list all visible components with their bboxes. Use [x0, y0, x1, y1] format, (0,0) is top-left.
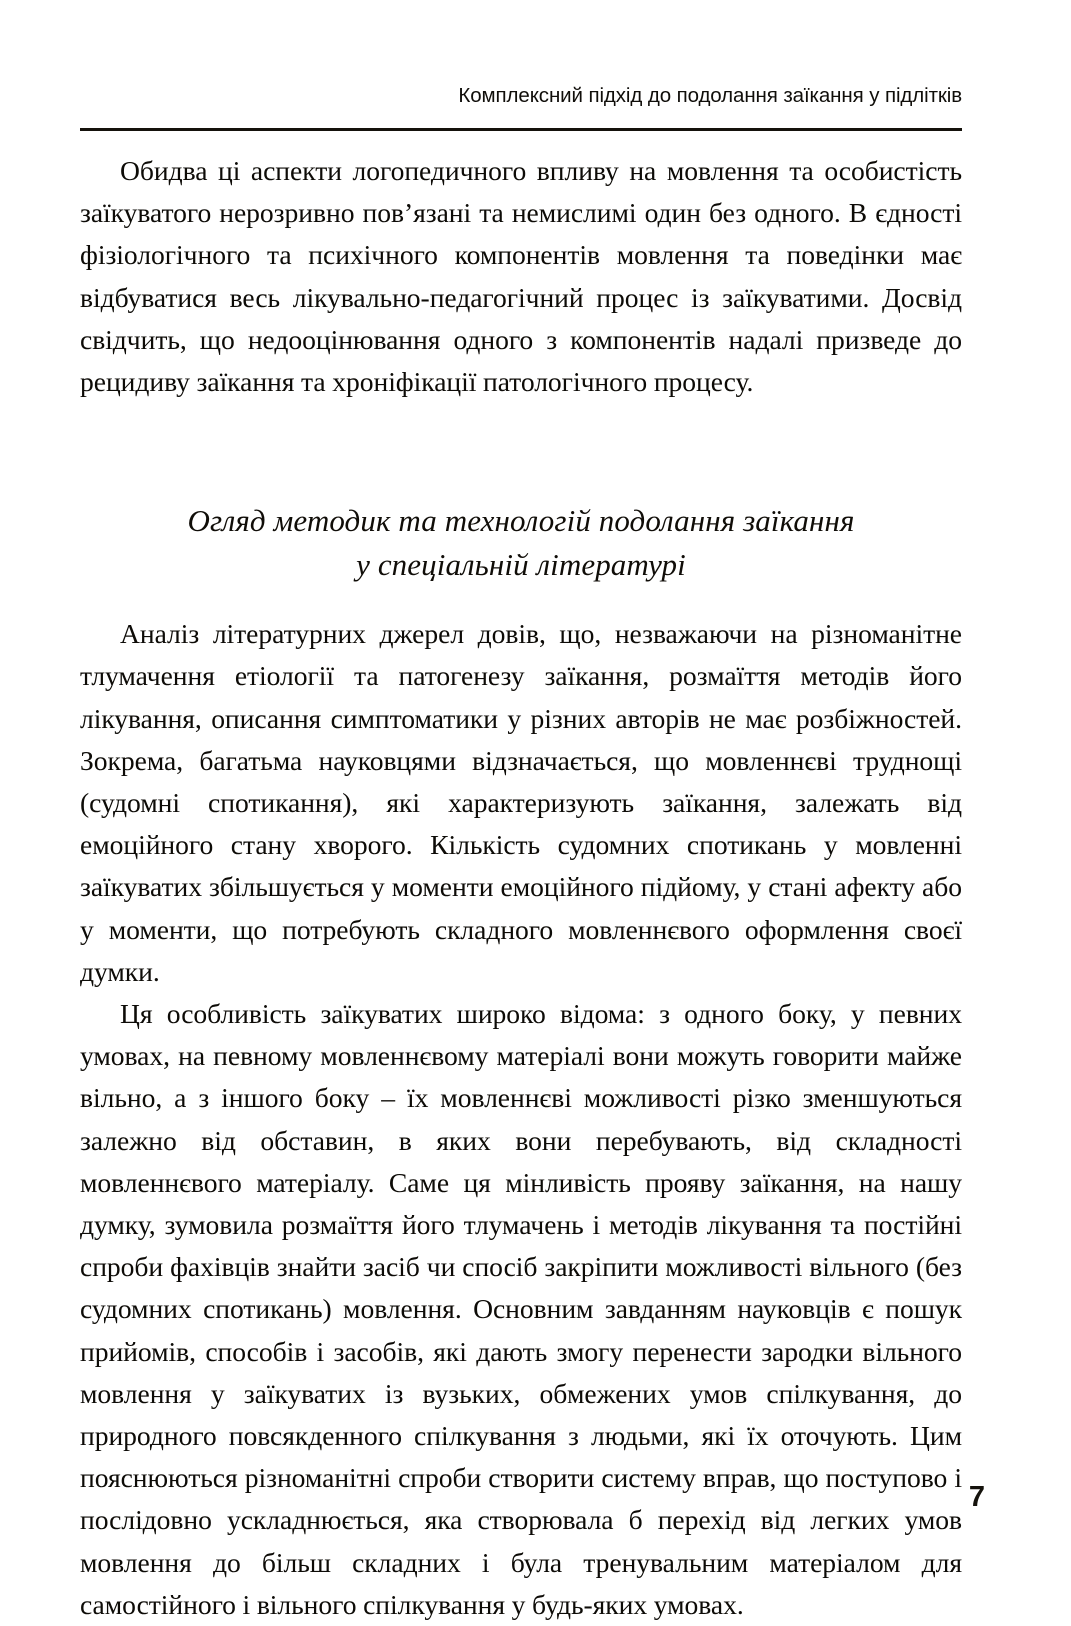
paragraph-intro: Обидва ці аспекти логопедичного впливу на мовлення та особистість заїкуватого нерозривно пов’язані та немислимі один без одного. В єдності фізіологічного та психічного компонентів мовлення та поведінки має відбуватися весь лікувально-педагогічний процес із заїкуватими. Досвід свідчить, що недооцінювання одного з компонентів надалі призведе до рецидиву заїкання та хроніфікації патологічного процесу. — [80, 155, 962, 398]
section-spacer — [80, 403, 962, 499]
section-heading-line-2: у спеціальній літературі — [356, 547, 686, 583]
paragraph-analysis: Аналіз літературних джерел довів, що, незважаючи на різноманітне тлумачення етіології та патогенезу заїкання, розмаїття методів його лікування, описання симптоматики у різних авторів не має розбіжностей. Зокрема, багатьма науковцями відзначається, що мовленнєві труднощі (судомні спотикання), які характеризують заїкання, залежать від емоційного стану хворого. Кількість судомних спотикань у мовленні заїкуватих збільшується у моменти емоційного підйому, у стані афекту або у моменти, що потребують складного мовленнєвого оформлення своєї думки. — [80, 618, 962, 987]
section-heading — [80, 499, 962, 587]
header-rule-divider — [80, 128, 962, 131]
page-content — [80, 150, 962, 1626]
running-head: Комплексний підхід до подолання заїкання у підлітків — [458, 84, 962, 107]
paragraph-variability: Ця особливість заїкуватих широко відома: з одного боку, у певних умовах, на певному мовленнєвому матеріалі вони можуть говорити майже вільно, а з іншого боку – їх мовленнєві можливості різко зменшуються залежно від обставин, в яких вони перебувають, від складності мовленнєвого матеріалу. Саме ця мінливість прояву заїкання, на нашу думку, зумовила розмаїття його тлумачень і методів лікування та постійні спроби фахівців знайти засіб чи спосіб закріпити можливості вільного (без судомних спотикань) мовлення. Основним завданням науковців є пошук прийомів, способів і засобів, які дають змогу перенести зародки вільного мовлення у заїкуватих із вузьких, обмежених умов спілкування, до природного повсякденного спілкування з людьми, які їх оточують. Цим пояснюються різноманітні спроби створити систему вправ, що поступово і послідовно ускладнюється, яка створювала б перехід від легких умов мовлення до більш складних і була тренувальним матеріалом для самостійного і вільного спілкування у будь-яких умовах. — [80, 998, 962, 1620]
heading-spacer — [80, 587, 962, 613]
page-number: 7 — [968, 1481, 985, 1513]
section-heading-line-1: Огляд методик та технологій подолання заїкання — [187, 503, 855, 539]
